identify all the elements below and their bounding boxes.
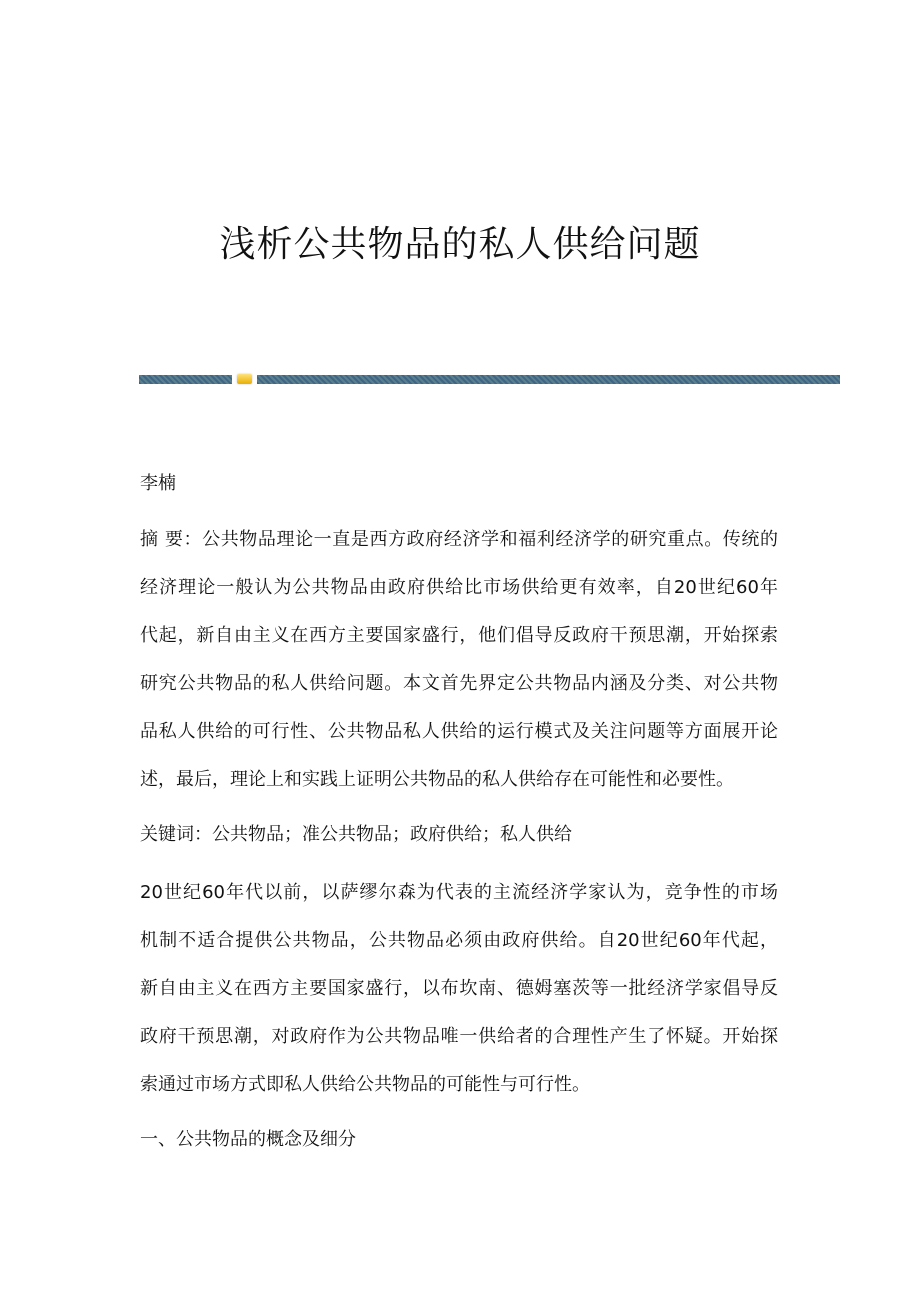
paragraph-line: 索通过市场方式即私人供给公共物品的可能性与可行性。 [140, 1074, 590, 1095]
abstract-line: 摘 要：公共物品理论一直是西方政府经济学和福利经济学的研究重点。传统的 [140, 529, 778, 550]
abstract-line: 研究公共物品的私人供给问题。本文首先界定公共物品内涵及分类、对公共物 [140, 673, 778, 694]
abstract-line: 代起，新自由主义在西方主要国家盛行，他们倡导反政府干预思潮，开始探索 [140, 625, 778, 646]
author: 李楠 [140, 473, 176, 494]
abstract-line: 经济理论一般认为公共物品由政府供给比市场供给更有效率，自20世纪60年 [140, 577, 778, 598]
keywords: 关键词：公共物品；准公共物品；政府供给；私人供给 [140, 824, 572, 845]
section-heading: 一、公共物品的概念及细分 [140, 1129, 356, 1150]
document-title: 浅析公共物品的私人供给问题 [219, 224, 701, 265]
abstract-line: 述，最后，理论上和实践上证明公共物品的私人供给存在可能性和必要性。 [140, 769, 734, 790]
divider-left [139, 375, 232, 384]
divider-ornament-icon [237, 374, 252, 384]
paragraph-line: 机制不适合提供公共物品，公共物品必须由政府供给。自20世纪60年代起， [140, 930, 778, 951]
divider-right [257, 375, 840, 384]
paragraph-line: 20世纪60年代以前，以萨缪尔森为代表的主流经济学家认为，竞争性的市场 [140, 882, 778, 903]
paragraph-line: 政府干预思潮，对政府作为公共物品唯一供给者的合理性产生了怀疑。开始探 [140, 1026, 778, 1047]
paragraph-line: 新自由主义在西方主要国家盛行，以布坎南、德姆塞茨等一批经济学家倡导反 [140, 978, 778, 999]
abstract-line: 品私人供给的可行性、公共物品私人供给的运行模式及关注问题等方面展开论 [140, 721, 778, 742]
